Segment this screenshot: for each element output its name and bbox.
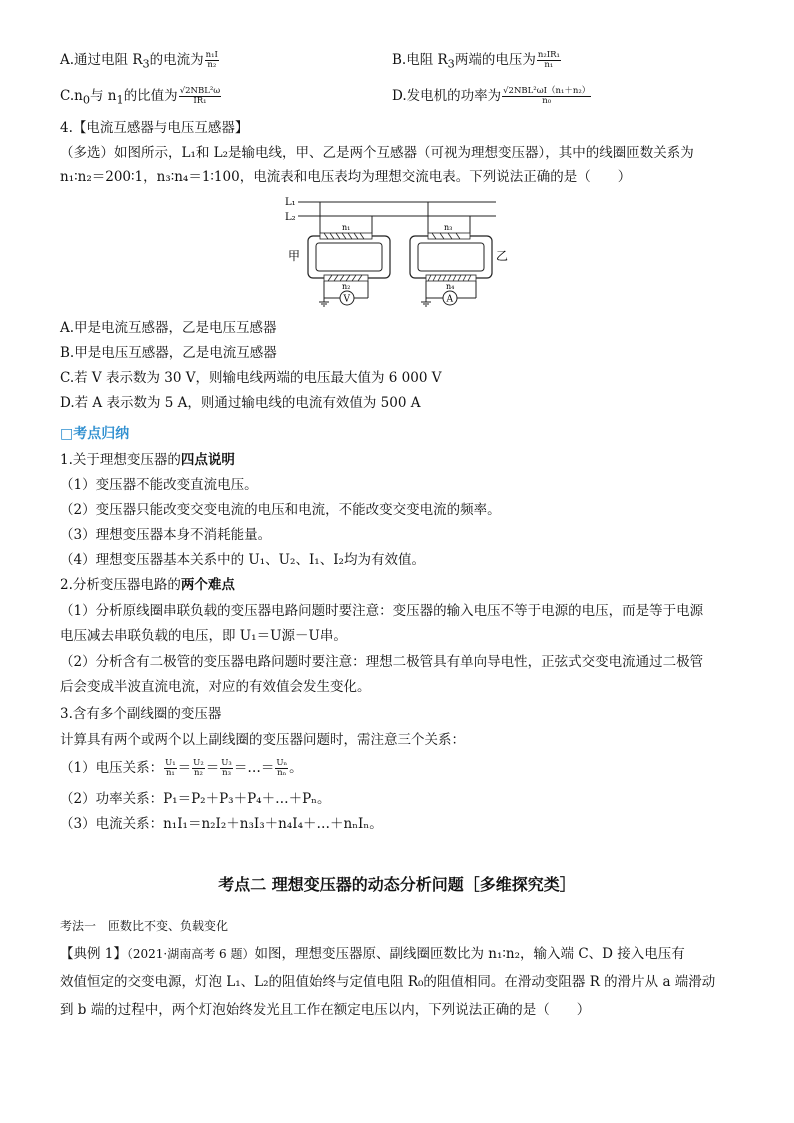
option-d: D.发电机的功率为 $\frac{\text{√2NBL²ωI（n₁＋n₂）}}{\text{n₀}}$	[392, 86, 591, 106]
label-jia: 甲	[288, 249, 301, 263]
summary-s2-p2-line1: （2）分析含有二极管的变压器电路问题时要注意：理想二极管具有单向导电性，正弦式交变电流通过二极管	[60, 654, 704, 670]
summary-s3-voltage-relation: （1）电压关系： $\frac{\text{U₁}}{\text{n₁}}$ ＝ $\frac{\text{U₂}}{\text{n₂}}$ ＝ $\frac{\text{U₃}}{\text{n₃}}$ ＝…＝ $\frac{\text{Uₙ}}{\text{nₙ}}$ 。	[60, 758, 303, 778]
q4-option-a: A.甲是电流互感器，乙是电压互感器	[60, 320, 277, 336]
summary-s2-p1-line1: （1）分析原线圈串联负载的变压器电路问题时要注意：变压器的输入电压不等于电源的电压，而是等于电源	[60, 603, 704, 619]
example-line1: 【典例 1】（2021·湖南高考 6 题）如图，理想变压器原、副线圈匝数比为 n₁∶n₂，输入端 C、D 接入电压有	[60, 946, 685, 962]
question-4-stem-line1: （多选）如图所示，L₁和 L₂是输电线，甲、乙是两个互感器（可视为理想变压器），其中的线圈匝数关系为	[60, 145, 694, 161]
summary-s3-title: 3.含有多个副线圈的变压器	[60, 706, 222, 722]
fraction: $\frac{\text{n₂IR₁}}{\text{n₁}}$	[537, 50, 560, 70]
method-title: 考法一 匝数比不变、负载变化	[60, 919, 229, 933]
summary-s3-intro: 计算具有两个或两个以上副线圈的变压器问题时，需注意三个关系：	[60, 732, 465, 748]
summary-s3-power-relation: （2）功率关系：P₁＝P₂＋P₃＋P₄＋…＋Pₙ。	[60, 791, 331, 807]
fraction: $\frac{\text{n₁I}}{\text{n₂}}$	[205, 50, 218, 70]
label-l1: L₁	[285, 197, 296, 208]
question-4-stem-line2: n₁∶n₂＝200∶1，n₃∶n₄＝1∶100，电流表和电压表均为理想交流电表。下列说法正确的是（ ）	[60, 169, 632, 185]
summary-s3-current-relation: （3）电流关系：n₁I₁＝n₂I₂＋n₃I₃＋n₄I₄＋…＋nₙIₙ。	[60, 816, 383, 832]
fraction: $\frac{\text{Uₙ}}{\text{nₙ}}$	[276, 758, 288, 778]
summary-s2-p1-line2: 电压减去串联负载的电压，即 U₁＝U源－U串。	[60, 628, 347, 644]
q4-option-d: D.若 A 表示数为 5 A，则通过输电线的电流有效值为 500 A	[60, 395, 421, 411]
fraction: $\frac{\text{U₂}}{\text{n₂}}$	[193, 758, 204, 778]
voltmeter-label: V	[343, 294, 350, 305]
q4-option-c: C.若 V 表示数为 30 V，则输电线两端的电压最大值为 6 000 V	[60, 370, 442, 386]
label-yi: 乙	[496, 249, 509, 263]
ammeter-label: A	[446, 294, 453, 305]
label-n1: n₁	[342, 223, 351, 232]
summary-s1-title: 1.关于理想变压器的四点说明	[60, 452, 235, 468]
label-l2: L₂	[285, 212, 296, 223]
summary-s1-item: （4）理想变压器基本关系中的 U₁、U₂、I₁、I₂均为有效值。	[60, 552, 425, 568]
fraction: $\frac{\text{U₃}}{\text{n₃}}$	[221, 758, 232, 778]
label-n2: n₂	[342, 282, 351, 291]
summary-s2-p2-line2: 后会变成半波直流电流，对应的有效值会发生变化。	[60, 679, 371, 695]
summary-s1-item: （3）理想变压器本身不消耗能量。	[60, 527, 272, 543]
section-title: 考点二 理想变压器的动态分析问题［多维探究类］	[218, 875, 576, 894]
fraction: $\frac{\text{√2NBL²ω}}{\text{IR₁}}$	[179, 86, 221, 106]
fraction: $\frac{\text{U₁}}{\text{n₁}}$	[165, 758, 176, 778]
summary-s1-item: （2）变压器只能改变交变电流的电压和电流，不能改变交变电流的频率。	[60, 502, 501, 518]
transformer-diagram	[280, 192, 510, 312]
example-line2: 效值恒定的交变电源，灯泡 L₁、L₂的阻值始终与定值电阻 R₀的阻值相同。在滑动变阻器 R 的滑片从 a 端滑动	[60, 974, 716, 990]
q4-option-b: B.甲是电压互感器，乙是电流互感器	[60, 345, 277, 361]
option-c: $C.n_0$与 $n_1$的比值为 $\frac{\text{√2NBL²ω}}{\text{IR₁}}$	[60, 86, 221, 107]
label-n4: n₄	[446, 282, 455, 291]
option-b: B.电阻 $R_3$两端的电压为 $\frac{\text{n₂IR₁}}{\text{n₁}}$	[392, 50, 560, 71]
fraction: $\frac{\text{√2NBL²ωI（n₁＋n₂）}}{\text{n₀}}$	[503, 86, 591, 106]
summary-s2-title: 2.分析变压器电路的两个难点	[60, 577, 235, 593]
example-line3: 到 b 端的过程中，两个灯泡始终发光且工作在额定电压以内，下列说法正确的是（ ）	[60, 1002, 591, 1018]
summary-s1-item: （1）变压器不能改变直流电压。	[60, 477, 258, 493]
summary-title: □考点归纳	[60, 426, 130, 442]
question-4-heading: 4.【电流互感器与电压互感器】	[60, 120, 249, 136]
label-n3: n₃	[444, 223, 453, 232]
option-a: A.通过电阻 $R_3$的电流为 $\frac{\text{n₁I}}{\text{n₂}}$	[60, 50, 218, 71]
